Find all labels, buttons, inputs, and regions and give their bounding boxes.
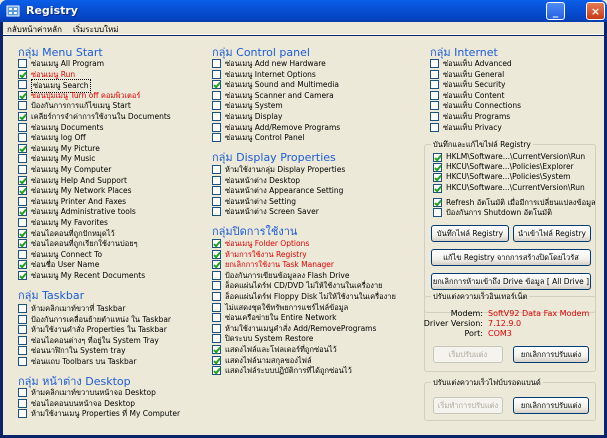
control-panel-checkbox-label: ซ่อนเมนู Add/Remove Programs: [225, 122, 341, 132]
group-title-taskbar: กลุ่ม Taskbar: [18, 289, 85, 302]
menu-start-checkbox[interactable]: [18, 101, 27, 110]
registry-save-group: [424, 140, 596, 313]
menu-start-checkbox[interactable]: [18, 154, 27, 163]
control-panel-checkbox-label: ซ่อนเมนู Internet Options: [225, 69, 316, 79]
taskbar-checkbox[interactable]: [18, 325, 27, 334]
disable-usage-checkbox-label: ล็อคแผ่นไดร์ฟ Floppy Disk ไม่ให้ใช้งานในเครื่องาย: [225, 292, 396, 301]
menu-start-checkbox[interactable]: [18, 91, 27, 100]
close-button[interactable]: ×: [586, 2, 605, 20]
menu-start-checkbox[interactable]: [18, 80, 27, 89]
disable-usage-checkbox[interactable]: [212, 239, 221, 248]
menu-start-checkbox[interactable]: [18, 207, 27, 216]
menu-bar: [3, 22, 604, 35]
internet-checkbox-label: ซ่อนแท็บ Programs: [443, 112, 511, 121]
disable-usage-checkbox[interactable]: [212, 292, 221, 301]
menu-start-checkbox[interactable]: [18, 197, 27, 206]
taskbar-checkbox-label: ซ่อนไอคอนต่างๆ ที่อยู่ใน System Tray: [31, 335, 159, 345]
taskbar-checkbox[interactable]: [18, 336, 27, 345]
disable-usage-checkbox[interactable]: [212, 281, 221, 290]
registry-path-checkbox[interactable]: [433, 173, 442, 182]
control-panel-checkbox[interactable]: [212, 80, 221, 89]
registry-option-checkbox[interactable]: [433, 208, 442, 217]
control-panel-checkbox[interactable]: [212, 91, 221, 100]
cancel-modem-tune-button[interactable]: ยกเลิกการปรับแต่ง: [513, 346, 589, 363]
menu-start-checkbox[interactable]: [18, 176, 27, 185]
menu-start-checkbox-label: ซ่อนเมนู My Favorites: [31, 218, 108, 227]
registry-path-checkbox[interactable]: [433, 163, 442, 172]
menu-start-checkbox-label: ซ่อนเมนู My Network Places: [31, 186, 132, 196]
disable-usage-checkbox[interactable]: [212, 356, 221, 365]
control-panel-checkbox-label: ซ่อนเมนู System: [225, 101, 283, 111]
registry-path-checkbox-label: HKCU\Software...\Policies\System: [446, 172, 571, 182]
registry-save-legend: บันทึกและแก้ไขไฟล์ Registry: [433, 140, 531, 149]
desktop-checkbox[interactable]: [18, 399, 27, 408]
registry-path-checkbox-label: HKLM\Software...\CurrentVersion\Run: [446, 152, 586, 161]
menu-start-checkbox-label: ซ่อนเมนู Connect To: [31, 249, 103, 259]
save-registry-button[interactable]: บันทึกไฟล์ Registry: [431, 225, 509, 242]
menu-start-checkbox[interactable]: [18, 133, 27, 142]
menu-start-checkbox[interactable]: [18, 70, 27, 79]
taskbar-checkbox-label: ห้ามคลิกเมาท์ขวาที่ Taskbar: [31, 304, 126, 313]
disable-usage-checkbox[interactable]: [212, 313, 221, 322]
menu-start-checkbox[interactable]: [18, 165, 27, 174]
internet-checkbox-label: ซ่อนแท็บ Advanced: [443, 59, 512, 68]
broadband-tuning-group: [424, 378, 596, 421]
internet-checkbox-label: ซ่อนแท็บ Privacy: [443, 122, 502, 132]
menu-start-checkbox[interactable]: [18, 123, 27, 132]
menu-start-checkbox-label: ป้องกันการการแก้ไขเมนู Start: [31, 101, 131, 111]
registry-path-checkbox-label: HKCU\Software...\CurrentVersion\Run: [446, 182, 585, 192]
broadband-tuning-legend: ปรับแต่งความเร็วไฟบ์บรอดแบนด์: [433, 378, 541, 387]
menu-start-checkbox[interactable]: [18, 239, 27, 248]
registry-option-checkbox-label: Refresh อัตโนมัติ เมื่อมีการเปลี่ยนแปลงข้อมูล: [446, 198, 596, 207]
desktop-checkbox-label: ห้ามใช้งานเมนู Properties ที่ My Computer: [31, 409, 181, 419]
taskbar-checkbox[interactable]: [18, 315, 27, 324]
modem-label: Modem:: [450, 309, 483, 318]
title-bar[interactable]: [0, 0, 607, 22]
menu-start-checkbox-label: ซ่อนเมนู Run: [31, 69, 76, 79]
menu-start-checkbox-label: ซ่อนเมนู Search: [31, 79, 91, 93]
disable-usage-checkbox-label: ยกเลิกการใช้งาน Task Manager: [225, 260, 334, 270]
control-panel-checkbox-label: ซ่อนเมนู Display: [225, 112, 283, 121]
control-panel-checkbox[interactable]: [212, 123, 221, 132]
disable-usage-checkbox[interactable]: [212, 303, 221, 312]
internet-checkbox[interactable]: [430, 123, 439, 132]
modem-tuning-group: [423, 292, 596, 372]
menu-start-checkbox-label: ซ่อนเมนู Administrative tools: [31, 207, 136, 217]
internet-checkbox[interactable]: [430, 101, 439, 110]
registry-path-checkbox[interactable]: [433, 184, 442, 193]
disable-usage-checkbox-label: ห้ามใช้งานเมนูคำสั่ง Add/RemovePrograms: [225, 323, 377, 333]
desktop-checkbox[interactable]: [18, 409, 27, 418]
menu-start-checkbox[interactable]: [18, 218, 27, 227]
group-title-disable-usage: กลุ่มปิดการใช้งาน: [212, 225, 298, 238]
modem-value: SoftV92 Data Fax Modem: [488, 309, 590, 318]
menu-start-checkbox-label: เคลียร์การจำค่าการใช้งานใน Documents: [31, 112, 171, 121]
cancel-drive-block-button[interactable]: ยกเลิกการห้ามเข้าถึง Drive ข้อมูล [ All Drive ]: [431, 273, 591, 290]
menu-start-checkbox-label: ซ่อนเมนู My Recent Documents: [31, 271, 146, 280]
group-title-menu-start: กลุ่ม Menu Start: [18, 46, 103, 59]
display-properties-checkbox-label: ห้ามใช้งานกลุ่ม Display Properties: [225, 165, 346, 174]
internet-checkbox[interactable]: [430, 59, 439, 68]
import-registry-button[interactable]: นำเข้าไฟล์ Registry: [513, 225, 591, 242]
registry-path-checkbox[interactable]: [433, 153, 442, 162]
menu-start-checkbox-label: ซ่อนเมนู Documents: [31, 122, 104, 132]
menu-start-checkbox-label: ซ่อนเมนู All Program: [31, 59, 105, 68]
menu-start-checkbox-label: ซ่อนเมนู log Off: [31, 133, 86, 143]
window-title: Registry: [26, 4, 78, 17]
display-properties-checkbox[interactable]: [212, 197, 221, 206]
menu-start-checkbox-label: ซ่อนเมนู My Picture: [31, 143, 100, 153]
menu-start-checkbox-label: ซ่อนชื่อ User Name: [31, 260, 100, 270]
disable-usage-checkbox[interactable]: [212, 334, 221, 343]
taskbar-checkbox-label: ซ่อนนาฬิกาใน System tray: [31, 346, 126, 356]
group-title-control-panel: กลุ่ม Control panel: [212, 46, 310, 59]
taskbar-checkbox-label: ห้ามใช้งานคำสั่ง Properties ใน Taskbar: [31, 325, 167, 335]
main-panel: [3, 36, 604, 435]
taskbar-checkbox[interactable]: [18, 346, 27, 355]
desktop-checkbox[interactable]: [18, 388, 27, 397]
control-panel-checkbox[interactable]: [212, 112, 221, 121]
taskbar-checkbox[interactable]: [18, 357, 27, 366]
driver-version-value: 7.12.9.0: [488, 319, 522, 328]
taskbar-checkbox-label: ซ่อนแถบ Toolbars บน Taskbar: [31, 357, 137, 366]
disable-usage-checkbox-label: ล็อคแผ่นไดร์ฟ CD/DVD ไม่ให้ใช้งานในเครื่องาย: [225, 281, 383, 291]
disable-usage-checkbox-label: ซ่อนเมนู Folder Options: [225, 239, 310, 248]
registry-path-checkbox-label: HKCU\Software...\Policies\Explorer: [446, 162, 574, 172]
menu-start-checkbox-label: ซ่อนไอคอนที่ถูกเรียกใช้งานบ่อยๆ: [31, 239, 138, 249]
menu-start-checkbox-label: ซ่อนเมนู Printer And Faxes: [31, 196, 127, 206]
disable-usage-checkbox[interactable]: [212, 324, 221, 333]
control-panel-checkbox[interactable]: [212, 133, 221, 142]
menu-start-checkbox-label: ซ่อนเมนู My Computer: [31, 165, 112, 174]
group-title-internet: กลุ่ม Internet: [430, 46, 498, 59]
internet-checkbox-label: ซ่อนแท็บ Content: [443, 90, 505, 100]
taskbar-checkbox-label: ป้องกันการเคลื่อนย้ายตำแหน่ง ใน Taskbar: [31, 314, 172, 324]
control-panel-checkbox[interactable]: [212, 101, 221, 110]
display-properties-checkbox[interactable]: [212, 176, 221, 185]
desktop-checkbox-label: ซ่อนไอคอนบนหน้าจอ Desktop: [31, 398, 136, 408]
menu-start-checkbox[interactable]: [18, 271, 27, 280]
disable-usage-checkbox[interactable]: [212, 250, 221, 259]
control-panel-checkbox-label: ซ่อนเมนู Add new Hardware: [225, 59, 326, 68]
registry-option-checkbox[interactable]: [433, 198, 442, 207]
menu-item-home[interactable]: กลับหน้าค่าหลัก: [7, 25, 62, 34]
display-properties-checkbox[interactable]: [212, 207, 221, 216]
group-title-display-properties: กลุ่ม Display Properties: [212, 151, 336, 164]
disable-usage-checkbox[interactable]: [212, 366, 221, 375]
disable-usage-checkbox-label: ห้ามการใช้งาน Registry: [225, 249, 307, 259]
disable-usage-checkbox-label: ไม่แสดงชุดใช้ทรัพยการแชร์ไฟล์ข้อมูล: [225, 302, 349, 312]
control-panel-checkbox-label: ซ่อนเมนู Control Panel: [225, 133, 305, 143]
desktop-checkbox-label: ห้ามคลิกเมาท์ขวาบนหน้าจอ Desktop: [31, 388, 156, 397]
display-properties-checkbox-label: ซ่อนหน้าต่าง Setting: [225, 196, 296, 206]
start-modem-tune-button[interactable]: เริ่มปรับแต่ง: [433, 346, 503, 363]
menu-start-checkbox[interactable]: [18, 112, 27, 121]
control-panel-checkbox[interactable]: [212, 59, 221, 68]
control-panel-checkbox-label: ซ่อนเมนู Scanner and Camera: [225, 90, 334, 100]
menu-item-restart[interactable]: เริ่มระบบใหม่: [73, 25, 119, 34]
disable-usage-checkbox[interactable]: [212, 345, 221, 354]
display-properties-checkbox-label: ซ่อนหน้าต่าง Appearance Setting: [225, 186, 344, 196]
menu-start-checkbox-label: ซ่อนเมนู Help And Support: [31, 175, 127, 185]
disable-usage-checkbox[interactable]: [212, 260, 221, 269]
display-properties-checkbox-label: ซ่อนหน้าต่าง Screen Saver: [225, 207, 319, 217]
port-value: COM3: [488, 329, 512, 338]
disable-usage-checkbox-label: แสดงไฟล์ระบบปฏิบัติการที่ได้ถูกซ่อนไว้: [225, 366, 352, 376]
internet-checkbox[interactable]: [430, 80, 439, 89]
registry-app-icon: [6, 4, 20, 18]
registry-option-checkbox-label: ป้องกันการ Shutdown อัตโนมัติ: [446, 208, 552, 218]
menu-start-checkbox-label: ซ่อนเมนู My Music: [31, 154, 96, 164]
internet-checkbox-label: ซ่อนแท็บ General: [443, 69, 505, 79]
disable-usage-checkbox-label: แสดงไฟล์และโฟลเดอร์ที่ถูกซ่อนไว้: [225, 345, 337, 354]
menu-start-checkbox[interactable]: [18, 186, 27, 195]
menu-start-checkbox[interactable]: [18, 59, 27, 68]
disable-usage-checkbox-label: ซ่อนเครือข่ายใน Entire Network: [225, 313, 337, 323]
minimize-button[interactable]: _: [546, 2, 565, 20]
disable-usage-checkbox-label: ปิดระบบ System Restore: [225, 334, 314, 344]
internet-checkbox[interactable]: [430, 70, 439, 79]
internet-checkbox-label: ซ่อนแท็บ Connections: [443, 101, 521, 111]
disable-usage-checkbox[interactable]: [212, 271, 221, 280]
menu-start-checkbox[interactable]: [18, 229, 27, 238]
menu-start-checkbox-label: ซ่อนไอคอนที่ถูกปักหมุดไว้: [31, 228, 115, 238]
menu-start-checkbox[interactable]: [18, 250, 27, 259]
control-panel-checkbox[interactable]: [212, 70, 221, 79]
disable-usage-checkbox-label: ป้องกันการเขียนข้อมูลลง Flash Drive: [225, 270, 350, 280]
disable-usage-checkbox-label: แสดงไฟล์นามสกุลของไฟล์: [225, 355, 312, 365]
control-panel-checkbox-label: ซ่อนเมนู Sound and Multimedia: [225, 80, 339, 90]
internet-checkbox[interactable]: [430, 112, 439, 121]
taskbar-checkbox[interactable]: [18, 304, 27, 313]
port-label: Port:: [464, 329, 483, 338]
menu-start-checkbox-label: ซ่อนปุ่มเมนู Turn off คอมพิวเตอร์: [31, 90, 141, 100]
menu-start-checkbox[interactable]: [18, 144, 27, 153]
display-properties-checkbox[interactable]: [212, 165, 221, 174]
fix-registry-button[interactable]: แก้ไข Registry จากการสร้างปิดโดยไวรัส: [431, 249, 591, 266]
cancel-broadband-tune-button[interactable]: ยกเลิกการปรับแต่ง: [513, 397, 589, 414]
display-properties-checkbox-label: ซ่อนหน้าต่าง Desktop: [225, 175, 301, 185]
internet-checkbox[interactable]: [430, 91, 439, 100]
display-properties-checkbox[interactable]: [212, 186, 221, 195]
internet-checkbox-label: ซ่อนแท็บ Security: [443, 80, 506, 90]
modem-tuning-legend: ปรับแต่งความเร็วอินเทอร์เน็ต: [433, 292, 528, 301]
driver-version-label: Driver Version:: [423, 319, 483, 328]
menu-start-checkbox[interactable]: [18, 260, 27, 269]
group-title-desktop: กลุ่ม หน้าต่าง Desktop: [18, 375, 131, 388]
start-broadband-tune-button[interactable]: เริ่มทำการปรับแต่ง: [433, 397, 503, 414]
